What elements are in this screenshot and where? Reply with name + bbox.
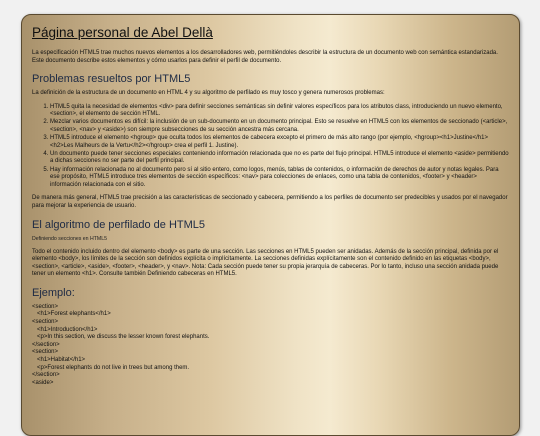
list-item: 3. HTML5 introduce el elemento <hgroup> que oculta todos los elementos de cabecera excepto el primero de más alto rango (por ejemplo, <hgroup><h1>Justine</h1><h2>Les Malheurs de la Vertu</h2></hgroup> crea el perfil 1. Justine). <box>50 135 509 150</box>
problems-heading: Problemas resueltos por HTML5 <box>32 73 191 86</box>
example-heading: Ejemplo: <box>32 286 75 299</box>
list-item: 1. HTML5 quita la necesidad de elementos <div> para definir secciones semánticas sin definir valores específicos para los atributos class, introduciendo un nuevo elemento, <section>, el elemento de sección HTML. <box>50 104 509 119</box>
profile-card <box>21 14 520 436</box>
list-item: 2. Mezclar varios documentos es difícil: la inclusión de un sub-documento en un documento principal. Esto se resuelve en HTML5 con los elementos de seccionado (<article>, <section>, <nav> y <aside>) son siempre subsecciones de su sección ancestra más cercana. <box>50 119 509 134</box>
problems-lead: La definición de la estructura de un documento en HTML 4 y su algoritmo de perfilado es muy tosco y genera numerosos problemas: <box>32 90 385 97</box>
list-item: 4. Un documento puede tener secciones especiales conteniendo información relacionada que no es parte del flujo principal. HTML5 introduce el elemento <aside> permitiendo a dichas secciones no ser parte del perfil principal. <box>50 151 509 166</box>
algorithm-heading: El algoritmo de perfilado de HTML5 <box>32 218 206 231</box>
algorithm-body: Todo el contenido incluido dentro del elemento <body> es parte de una sección. Las secciones en HTML5 pueden ser anidadas. Además de la sección principal, definida por el elemento <body>, los límites de la sección son definidos explícita o implícitamente. La secciones definidas explícitamente son el contenido definido en las etiquetas <body>, <section>, <article>, <aside>, <footer>, <header>, y <nav>. Nota: Cada sección puede tener su propia jerarquía de cabeceras. Por lo tanto, incluso una sección anidada puede tener un elemento <h1>. Consulte también Definiendo cabeceras en HTML5. <box>32 248 499 278</box>
intro-paragraph: La especificación HTML5 trae muchos nuevos elementos a los desarrolladores web, permitiéndoles describir la estructura de un documento web con semántica estandarizada. Este documento describe estos elementos y cómo usarlos para definir el perfil de documento. <box>32 50 498 64</box>
problems-closing: De manera más general, HTML5 trae precisión a las características de seccionado y cabecera, permitiendo a los perfiles de documento ser predecibles y usados por el navegador para mejorar la experiencia de usuario. <box>32 195 508 209</box>
problems-list <box>32 104 509 190</box>
sections-link[interactable]: Definiendo secciones en HTML5 <box>32 235 107 242</box>
page-title: Página personal de Abel Dellà <box>32 25 213 40</box>
card-content <box>22 15 519 387</box>
list-item: 5. Hay información relacionada no al documento pero sí al sitio entero, como logos, menús, tablas de contenidos, o información de derechos de autor y notas legales. Para ese propósito, HTML5 introduce tres elementos de sección específicos: <nav> para colecciones de enlaces, como una tabla de contenidos, <footer> y <header> información relacionada con el sitio. <box>50 167 509 190</box>
example-code: <section> <h1>Forest elephants</h1> <section> <h1>Introduction</h1> <p>In this section, we discuss the lesser known forest elephants. </section> <section> <h1>Habitat</h1> <p>Forest elephants do not live in trees but among them. </section> <aside> <box>32 303 210 386</box>
